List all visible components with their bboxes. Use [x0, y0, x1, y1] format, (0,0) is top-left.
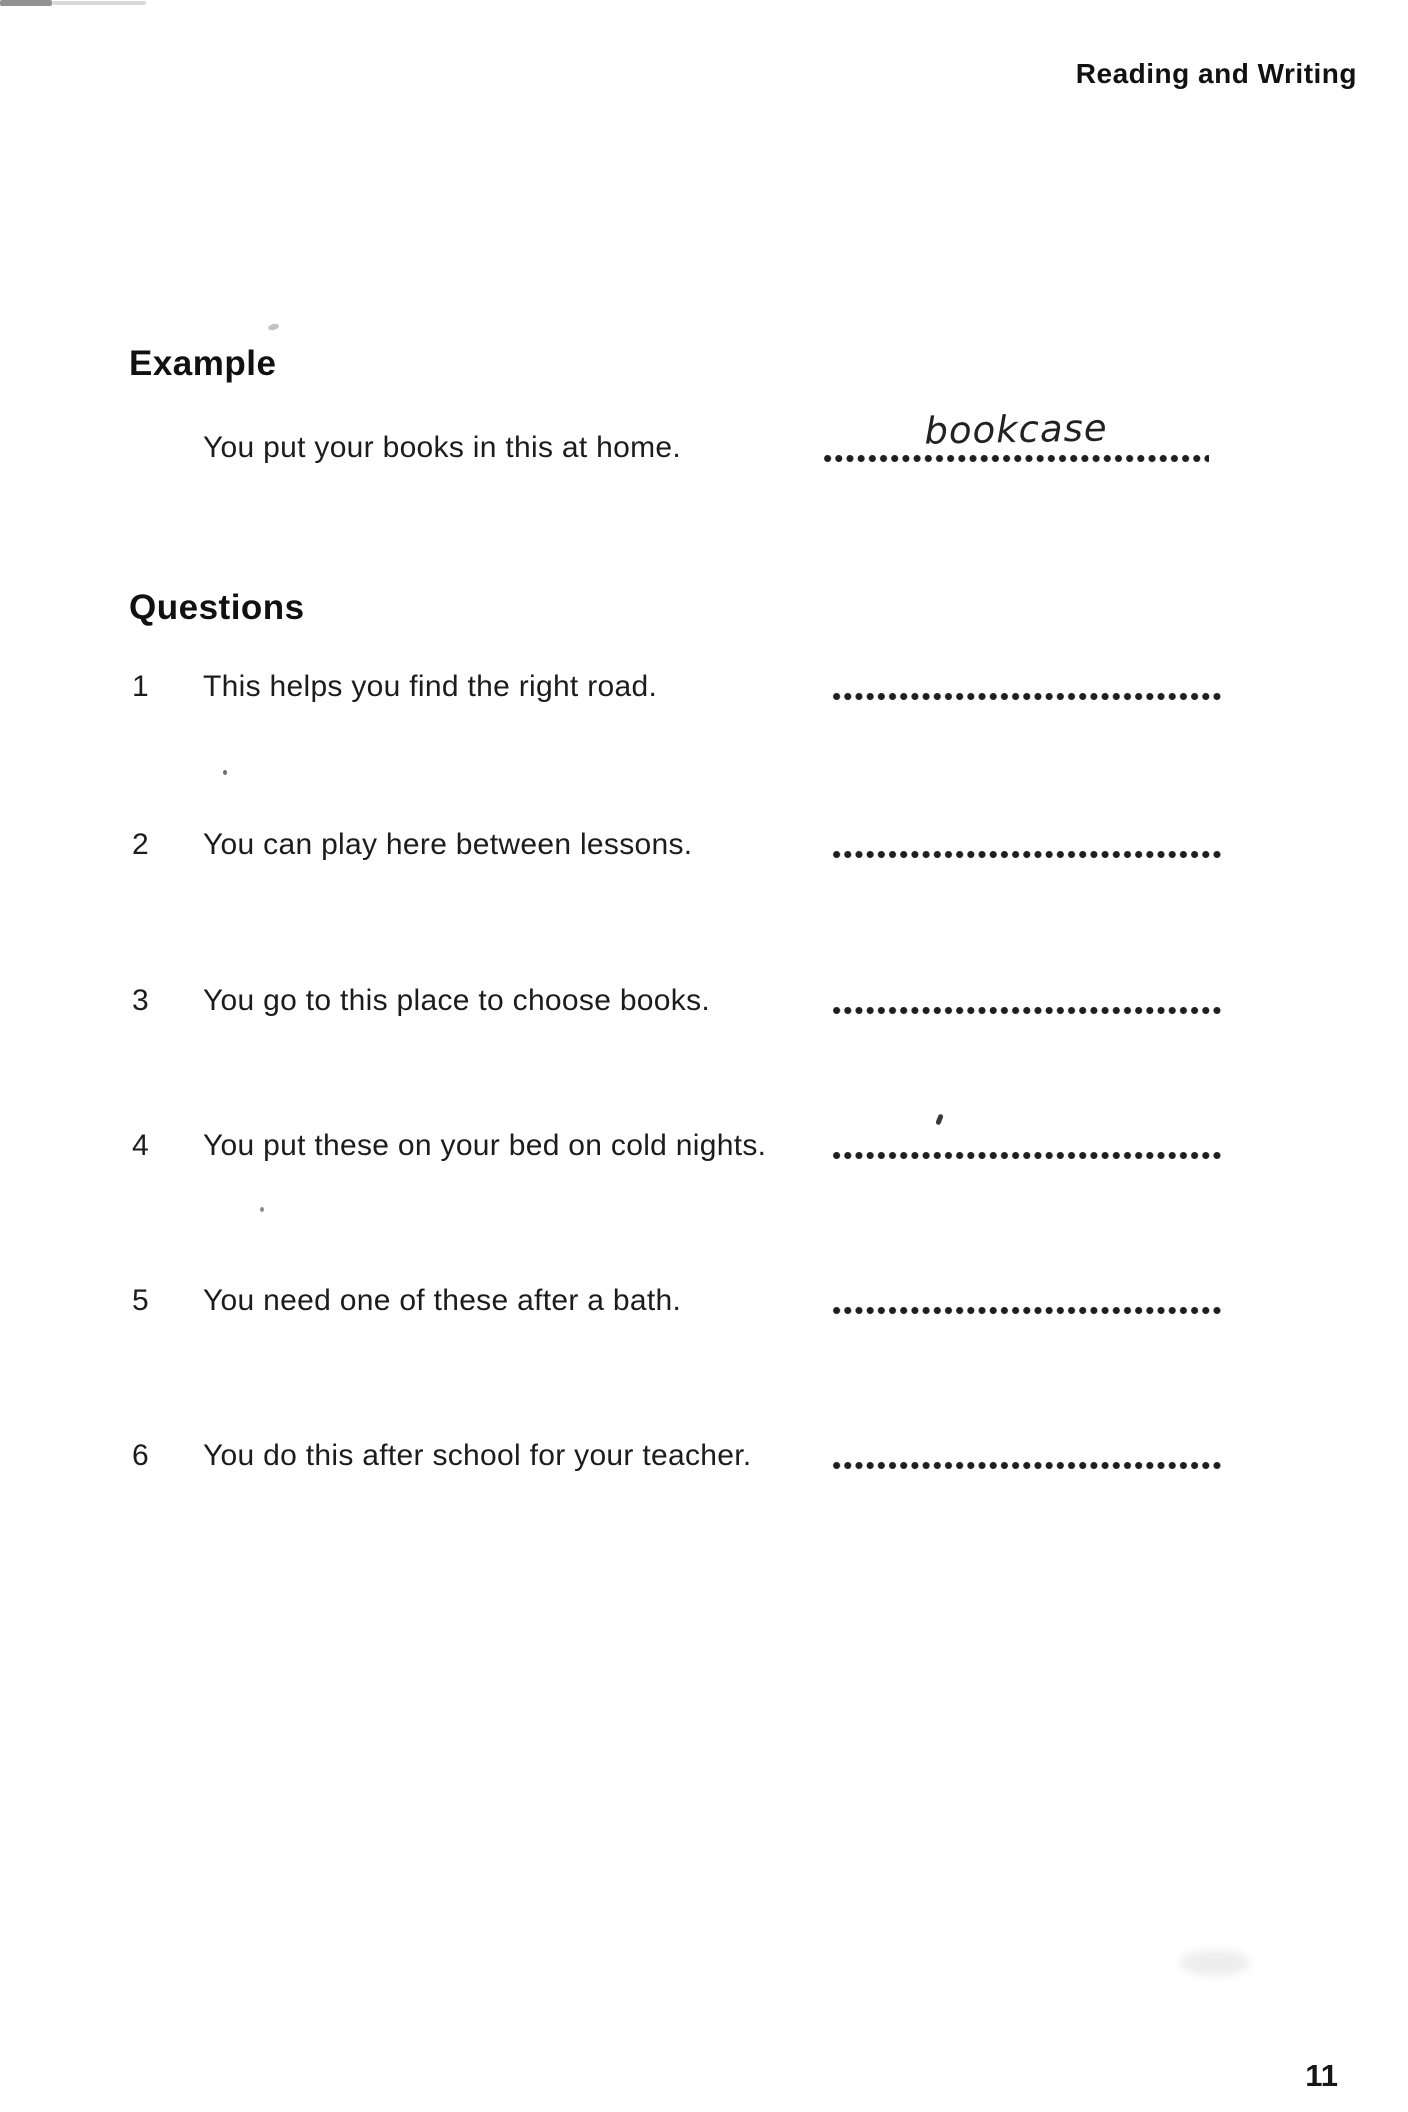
- answer-dotted-line: [831, 1461, 1223, 1470]
- scan-artifact-smudge: [1180, 1950, 1250, 1976]
- question-row: [0, 1283, 1408, 1329]
- example-answer-dotted-line: [822, 454, 1209, 463]
- question-row: [0, 1438, 1408, 1484]
- scan-artifact-streak: [52, 1, 146, 5]
- example-prompt-text: You put your books in this at home.: [203, 431, 682, 464]
- answer-dotted-line: [831, 850, 1223, 859]
- question-row: [0, 983, 1408, 1029]
- questions-heading: Questions: [129, 588, 305, 627]
- answer-dotted-line: [831, 1151, 1223, 1160]
- scan-artifact-speck: [223, 770, 227, 775]
- question-row: [0, 1128, 1408, 1174]
- example-answer-handwritten: bookcase: [924, 406, 1108, 453]
- page-header-title: Reading and Writing: [1075, 58, 1357, 89]
- scan-artifact-speck: [935, 1113, 944, 1125]
- question-number: 1: [132, 670, 149, 703]
- question-text: You put these on your bed on cold nights.: [203, 1129, 767, 1162]
- scan-artifact-speck: [260, 1207, 264, 1212]
- scan-artifact-streak: [0, 0, 52, 6]
- question-number: 5: [132, 1284, 149, 1317]
- question-number: 6: [132, 1439, 149, 1472]
- scan-artifact-speck: [267, 323, 279, 332]
- question-number: 2: [132, 828, 149, 861]
- question-text: You need one of these after a bath.: [203, 1284, 682, 1317]
- answer-dotted-line: [831, 1306, 1223, 1315]
- answer-dotted-line: [831, 692, 1223, 701]
- question-text: You can play here between lessons.: [203, 828, 693, 861]
- question-number: 3: [132, 984, 149, 1017]
- answer-dotted-line: [831, 1006, 1223, 1015]
- question-number: 4: [132, 1129, 149, 1162]
- question-row: [0, 669, 1408, 715]
- page-number: 11: [1305, 2058, 1338, 2093]
- question-text: You do this after school for your teacher.: [203, 1439, 752, 1472]
- question-text: You go to this place to choose books.: [203, 984, 711, 1017]
- question-row: [0, 827, 1408, 873]
- example-heading: Example: [129, 344, 277, 383]
- question-text: This helps you find the right road.: [203, 670, 658, 703]
